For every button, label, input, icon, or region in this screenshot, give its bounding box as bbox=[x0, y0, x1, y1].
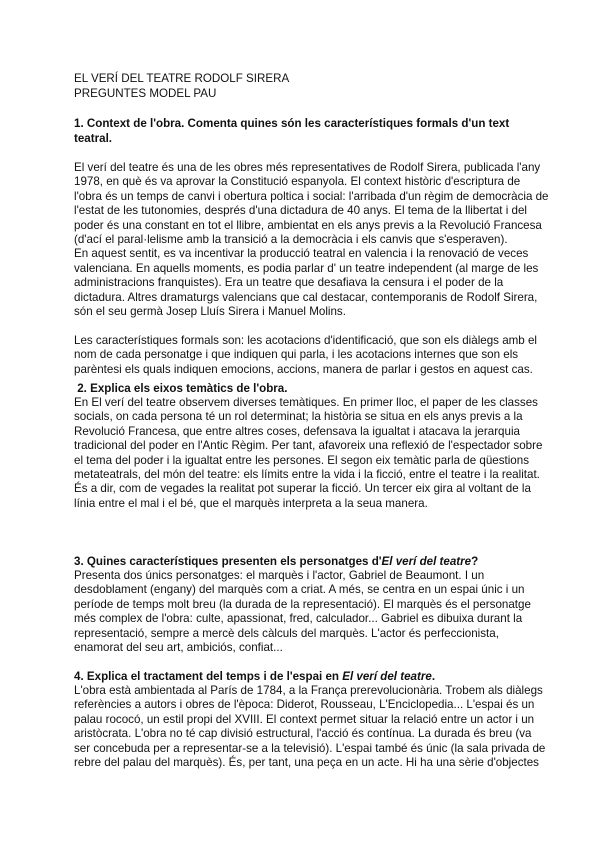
text-line: rebre del palau del marquès). És, per tant, una peça en un acte. Hi ha una sèrie d'objectes bbox=[74, 756, 539, 770]
text-line: ser concebuda per a representar-se a la televisió). L'espai també és únic (la sala privada de bbox=[74, 741, 546, 755]
text-line: Les característiques formals son: les acotacions d'identificació, que son els diàlegs amb el bbox=[74, 334, 537, 347]
text-line: dictadura. Altres dramaturgs valencians que cal destacar, contemporanis de Rodolf Sirera, bbox=[74, 290, 538, 304]
text-line: parèntesi els quals indiquen emocions, accions, manera de parlar i gestos en aquest cas. bbox=[74, 362, 533, 376]
text-line: referències a autors i obres de l'època: Diderot, Rousseau, L'Enciclopedia... L'espai és un bbox=[74, 698, 535, 712]
text-line: línia entre el mal i el bé, que el marquès interpreta a la seua manera. bbox=[74, 496, 428, 510]
text-line: són el seu germà Josep Lluís Sirera i Manuel Molins. bbox=[74, 305, 346, 319]
work-title: El verí del teatre bbox=[381, 555, 472, 568]
text-line: representació, sempre a mercè dels càlculs del marquès. L'actor és perfeccionista, bbox=[74, 626, 499, 640]
text-line: període de temps molt breu (la durada de la representació). El marquès és el personatge bbox=[74, 597, 531, 611]
text-line: Revolució Francesa, que entre altres coses, defensava la igualtat i atacava la jerarquia bbox=[74, 424, 520, 438]
text-line: socials, on cada persona té un rol determinat; la història se situa en els anys previs a la bbox=[74, 410, 523, 424]
text-line: valenciana. En aquells moments, es podia parlar d' un teatre independent (al marge de les bbox=[74, 261, 539, 275]
question-3-paragraph bbox=[74, 569, 531, 655]
text-line: L'obra està ambientada al París de 1784, a la França prerevolucionària. Trobem als diàlegs bbox=[74, 684, 543, 697]
question-1-paragraph-1 bbox=[74, 161, 549, 319]
text-line: administracions franquistes). Era un teatre que desafiava la censura i el poder de la bbox=[74, 276, 504, 290]
text-line: palau rococó, un estil propi del XVIII. El context permet situar la relació entre un actor i un bbox=[74, 712, 535, 726]
text-line: el tema del poder i la igualtat entre les persones. El segon eix temàtic parla de qüestions bbox=[74, 453, 529, 467]
text-line: l'estat de les tutonomies, després d'una dictadura de 40 anys. El tema de la llibertat i del bbox=[74, 204, 527, 218]
text-line: enamorat del seu art, ambiciós, confiat... bbox=[74, 641, 283, 655]
question-2-paragraph bbox=[74, 396, 543, 511]
question-4-title: 4. Explica el tractament del temps i de l'espai en El verí del teatre. bbox=[74, 670, 436, 683]
text-line: És a dir, com de vegades la realitat pot superar la ficció. Un tercer eix gira al voltant de la bbox=[74, 482, 531, 496]
text-line: Presenta dos únics personatges: el marquès i l'actor, Gabriel de Beaumont. I un bbox=[74, 569, 485, 582]
text-line: El verí del teatre és una de les obres més representatives de Rodolf Sirera, publicada l'any bbox=[74, 161, 541, 174]
question-4-paragraph bbox=[74, 684, 546, 770]
text-line: En aquest sentit, es va incentivar la producció teatral en valencia i la renovació de veces bbox=[74, 247, 529, 261]
text-line: metateatrals, del món del teatre: els límits entre la vida i la ficció, entre el teatre i la realitat. bbox=[74, 468, 540, 482]
text-line: nom de cada personatge i que indiquen qui parla, i les acotacions internes que son els bbox=[74, 348, 519, 362]
text-line: desdoblament (engany) del marquès com a criat. A més, se centra en un espai únic i un bbox=[74, 583, 525, 597]
document-header bbox=[74, 72, 289, 101]
text-line: poder és una constant en tot el llibre, ambientat en els anys previs a la Revolució Francesa bbox=[74, 218, 542, 232]
question-3-title: 3. Quines característiques presenten els personatges d'El verí del teatre? bbox=[74, 555, 479, 568]
header-subtitle: PREGUNTES MODEL PAU bbox=[74, 86, 217, 100]
question-2-title: 2. Explica els eixos temàtics de l'obra. bbox=[74, 382, 288, 395]
text-line: aristòcrata. L'obra no té cap divisió estructural, l'acció és contínua. La durada és breu (va bbox=[74, 727, 532, 741]
text-line: l'obra és un temps de canvi i obertura poltica i social: l'arribada d'un règim de democràcia de bbox=[74, 189, 549, 203]
text-line: 1978, en què és va aprovar la Constitució espanyola. El context històric d'escriptura de bbox=[74, 175, 521, 189]
question-1-paragraph-2 bbox=[74, 334, 537, 377]
question-1-title: 1. Context de l'obra. Comenta quines són les característiques formals d'un text teatral. bbox=[74, 117, 510, 145]
header-title: EL VERÍ DEL TEATRE RODOLF SIRERA bbox=[74, 72, 290, 85]
text-line: En El verí del teatre observem diverses temàtiques. En primer lloc, el paper de les classes bbox=[74, 396, 538, 409]
text-line: (d'ací el paral·lelisme amb la transició a la democràcia i els canvis que s'esperaven). bbox=[74, 233, 508, 247]
text-line: tradicional del poder en l'Antic Règim. Per tant, afavoreix una reflexió de l'espectador sobre bbox=[74, 439, 543, 453]
work-title: El verí del teatre bbox=[342, 670, 432, 683]
text-line: més complex de l'obra: culte, apassionat, fred, calculador... Gabriel es dibuixa durant la bbox=[74, 612, 523, 626]
